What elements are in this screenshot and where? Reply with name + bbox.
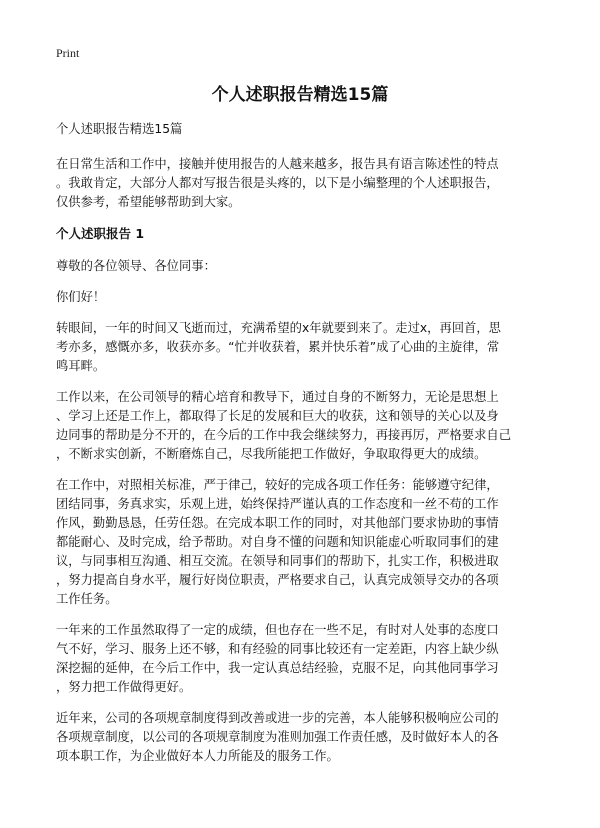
body-paragraph: 转眼间，一年的时间又飞逝而过，充满希望的x年就要到来了。走过x，再回首，思 考亦多，感慨亦多，收获亦多。“忙并收获着，累并快乐着”成了心曲的主旋律，常 鸣耳畔。 [56,321,501,373]
body-paragraph: 在工作中，对照相关标准，严于律己，较好的完成各项工作任务：能够遵守纪律， 团结同事，务真求实，乐观上进，始终保持严谨认真的工作态度和一丝不苟的工作 作风，勤勤恳恳，任劳任怨。在完成本职工作的同时，对其他部门要求协助的事情 都能耐心、及时完成，给予帮助。对自身不懂的问题和知识能虚心听取同事们的建 议，与同事相互沟通、相互交流。在领导和同事们的帮助下，扎实工作，积极进取 ，努力提高自身水平，履行好岗位职责，严格要求自己，认真完成领导交办的各项 工作任务。 [56,478,499,606]
document-subtitle: 个人述职报告精选15篇 [56,122,183,136]
print-label: Print [56,46,80,60]
greeting: 尊敬的各位领导、各位同事： [56,259,216,273]
document-body [56,120,548,778]
page-title: 个人述职报告精选15篇 [211,85,389,105]
body-paragraph: 近年来，公司的各项规章制度得到改善或进一步的完善，本人能够积极响应公司的 各项规章制度，以公司的各项规章制度为准则加强工作责任感，及时做好本人的各 项本职工作，为企业做好本人力所能及的服务工作。 [56,711,499,763]
intro-paragraph: 在日常生活和工作中，接触并使用报告的人越来越多，报告具有语言陈述性的特点 。我敢肯定，大部分人都对写报告很是头疼的，以下是小编整理的个人述职报告， 仅供参考，希望能够帮助到大家。 [56,157,499,209]
body-paragraph: 工作以来，在公司领导的精心培育和教导下，通过自身的不断努力，无论是思想上 、学习上还是工作上，都取得了长足的发展和巨大的收获，这和领导的关心以及身 边同事的帮助是分不开的，在今后的工作中我会继续努力，再接再厉，严格要求自己 ，不断求实创新，不断磨炼自己，尽我所能把工作做好，争取取得更大的成绩。 [56,390,511,461]
body-paragraph: 一年来的工作虽然取得了一定的成绩，但也存在一些不足，有时对人处事的态度口 气不好，学习、服务上还不够，和有经验的同事比较还有一定差距，内容上缺少纵 深挖掘的延伸，在今后工作中，我一定认真总结经验，克服不足，向其他同事学习 ，努力把工作做得更好。 [56,623,499,694]
salutation: 你们好！ [56,290,106,304]
section-heading: 个人述职报告 1 [56,226,145,241]
